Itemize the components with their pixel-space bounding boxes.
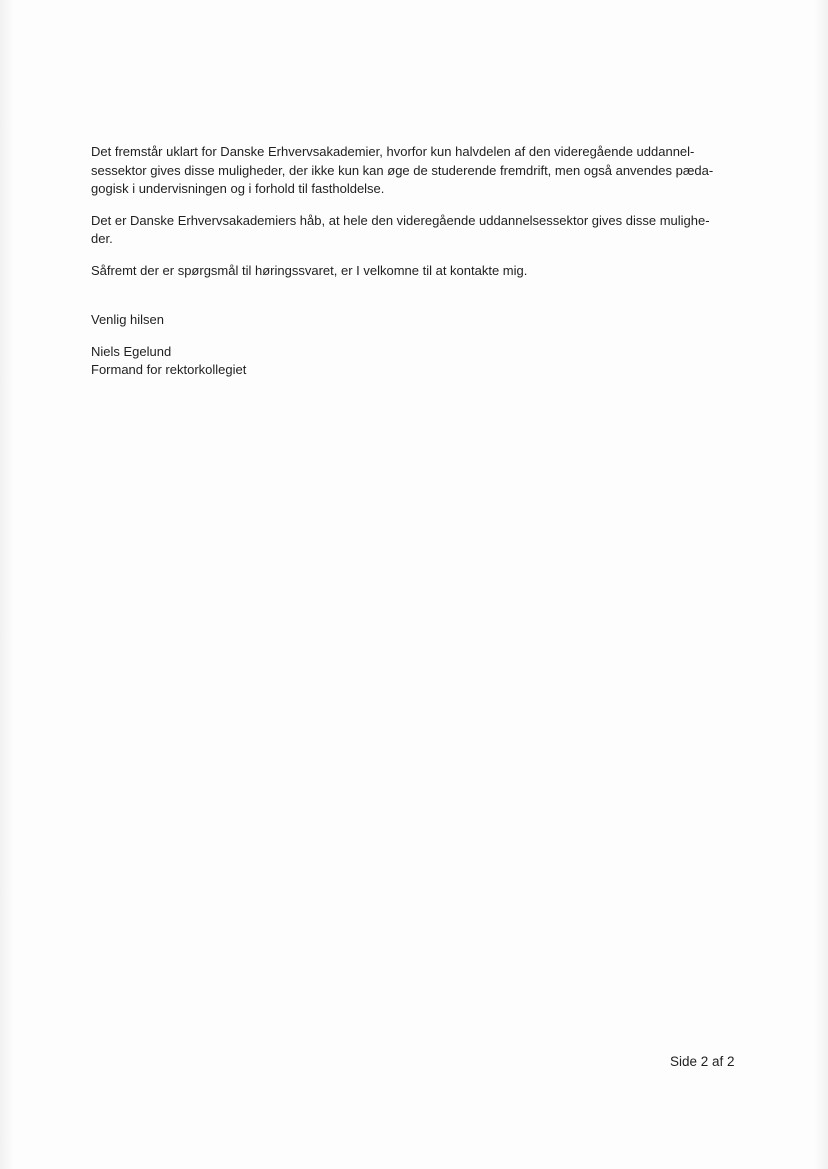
signature-block — [91, 343, 741, 380]
paragraph-line: Det er Danske Erhvervsakademiers håb, at hele den videregående uddannelsessektor gives disse mulighe- — [91, 212, 710, 228]
letter-body — [91, 143, 741, 380]
signer-name: Niels Egelund — [91, 343, 172, 359]
paragraph-line: sessektor gives disse muligheder, der ikke kun kan øge de studerende fremdrift, men også anvendes pæda- — [91, 162, 714, 178]
page-number: Side 2 af 2 — [670, 1054, 735, 1069]
paragraph-hope-whole-sector — [91, 212, 741, 249]
paragraph-line: der. — [91, 231, 113, 246]
paragraph-line: Såfremt der er spørgsmål til høringssvaret, er I velkomne til at kontakte mig. — [91, 262, 528, 278]
signer-title: Formand for rektorkollegiet — [91, 362, 247, 377]
scan-edge-right — [814, 0, 828, 1169]
paragraph-line: Det fremstår uklart for Danske Erhvervsakademier, hvorfor kun halvdelen af den videregående uddannel- — [91, 144, 695, 159]
paragraph-contact-invitation — [91, 262, 741, 281]
paragraph-line: gogisk i undervisningen og i forhold til fastholdelse. — [91, 181, 385, 196]
paragraph-unclear-half-sector — [91, 143, 741, 199]
scan-edge-left — [0, 0, 14, 1169]
closing-salutation: Venlig hilsen — [91, 312, 164, 327]
